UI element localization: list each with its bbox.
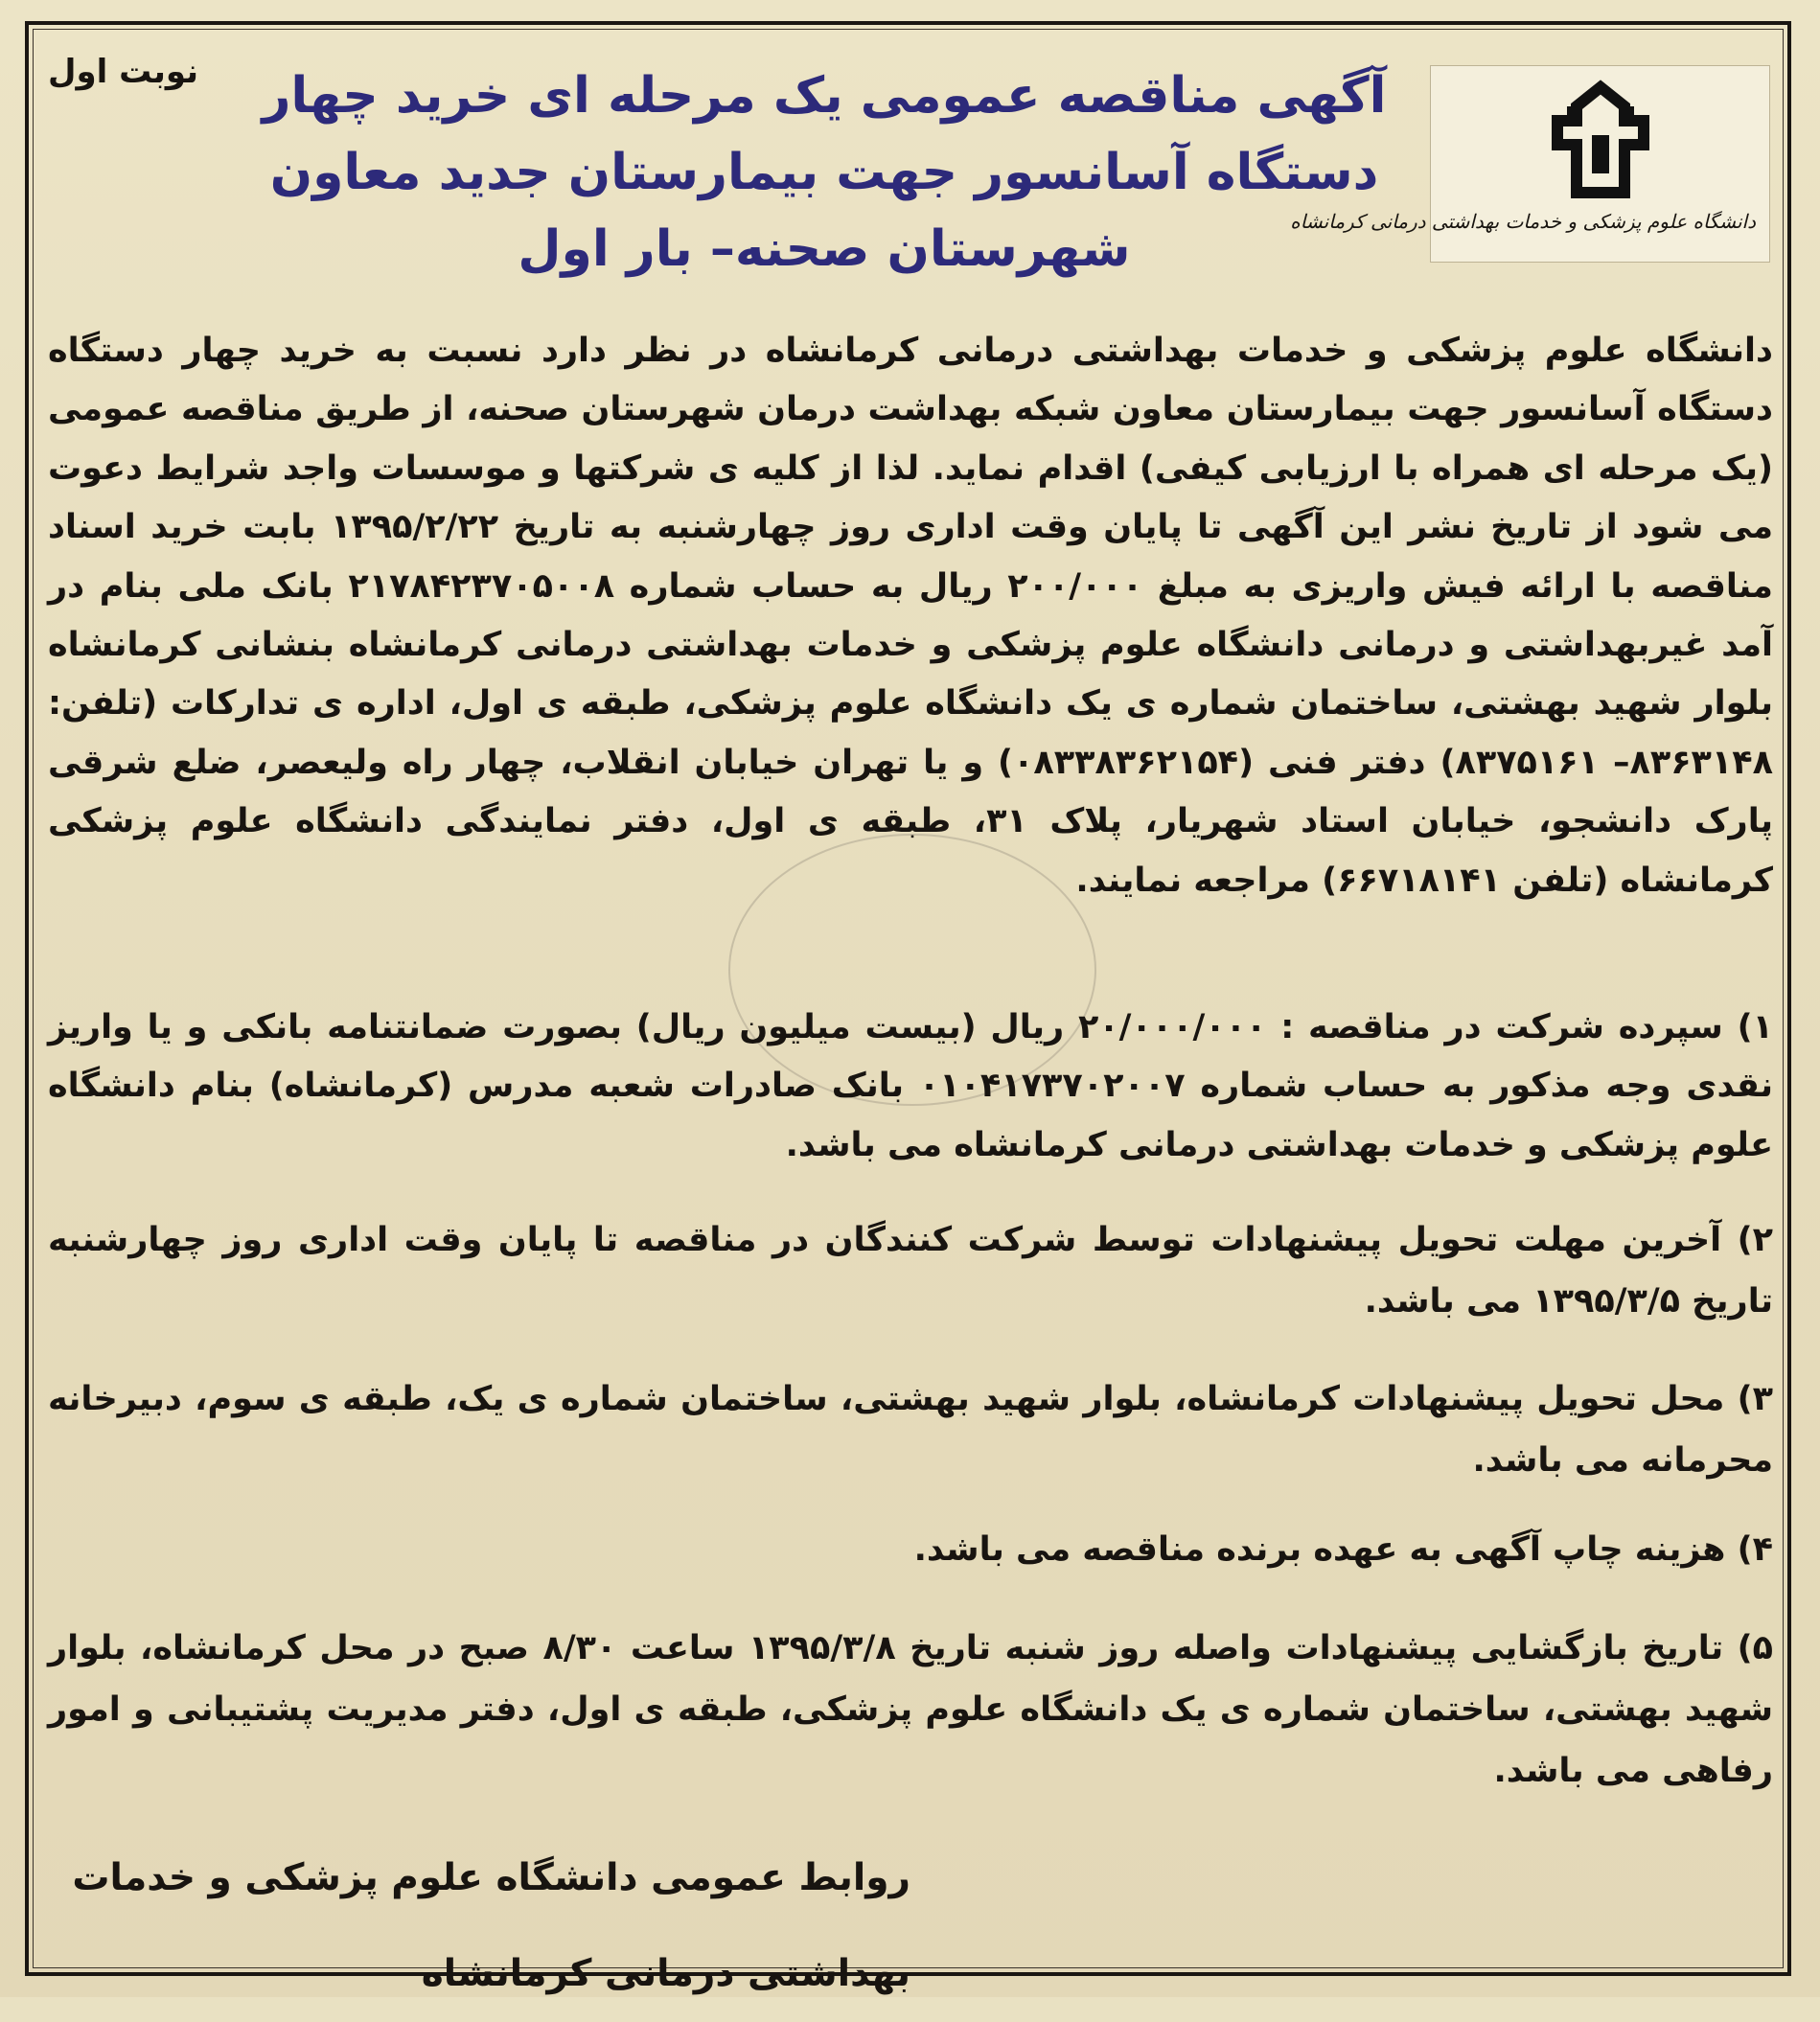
signature-line: روابط عمومی دانشگاه علوم پزشکی و خدمات [72,1856,910,1899]
signature-block [48,1830,910,2022]
clause-advertising-cost: ۴) هزینه چاپ آگهی به عهده برنده مناقصه می باشد. [913,1530,1773,1569]
intro-paragraph: دانشگاه علوم پزشکی و خدمات بهداشتی درمانی کرمانشاه در نظر دارد نسبت به خرید چهار دستگاه دستگاه آسانسور جهت بیمارستان معاون شبکه بهداشت درمان شهرستان صحنه، از طریق مناقصه عمومی (یک مرحله ای همراه با ارزیابی کیفی) اقدام نماید. لذا از کلیه ی شرکتها و موسسات واجد شرایط دعوت می شود از تاریخ نشر این آگهی تا پایان وقت اداری روز چهارشنبه به تاریخ ۱۳۹۵/۲/۲۲ بابت خرید اسناد مناقصه با ارائه فیش واریزی به مبلغ ۲۰۰/۰۰۰ ریال به حساب شماره ۲۱۷۸۴۲۳۷۰۵۰۰۸ بانک ملی بنام در آمد غیربهداشتی و درمانی دانشگاه علوم پزشکی و خدمات بهداشتی درمانی کرمانشاه بنشانی کرمانشاه بلوار شهید بهشتی، ساختمان شماره ی یک دانشگاه علوم پزشکی، طبقه ی اول، اداره ی تدارکات (تلفن: ۸۳۶۳۱۴۸– ۸۳۷۵۱۶۱) دفتر فنی (۰۸۳۳۸۳۶۲۱۵۴) و یا تهران خیابان انقلاب، چهار راه ولیعصر، ضلع شرقی پارک دانشجو، خیابان استاد شهریار، پلاک ۳۱، طبقه ی اول، دفتر نمایندگی دانشگاه علوم پزشکی کرمانشاه (تلفن ۶۶۷۱۸۱۴۱) مراجعه نمایند. [48,332,1774,900]
title-line: دستگاه آسانسور جهت بیمارستان جدید معاون [269,144,1379,201]
clause-deposit: ۱) سپرده شرکت در مناقصه : ۲۰/۰۰۰/۰۰۰ ریال (بیست میلیون ریال) بصورت ضمانتنامه بانکی و یا واریز نقدی وجه مذکور به حساب شماره ۰۱۰۴۱۷۳۷۰۲۰۰۷ بانک صادرات شعبه مدرس (کرمانشاه) بنام دانشگاه علوم پزشکی و خدمات بهداشتی درمانی کرمانشاه می باشد. [48,1008,1773,1164]
clause-deadline: ۲) آخرین مهلت تحویل پیشنهادات توسط شرکت کنندگان در مناقصه تا پایان وقت اداری روز چهارشنبه تاریخ ۱۳۹۵/۳/۵ می باشد. [48,1221,1773,1321]
clause-opening-date: ۵) تاریخ بازگشایی پیشنهادات واصله روز شنبه تاریخ ۱۳۹۵/۳/۸ ساعت ۸/۳۰ صبح در محل کرمانشاه، بلوار شهید بهشتی، ساختمان شماره ی یک دانشگاه علوم پزشکی، طبقه ی اول، دفتر مدیریت پشتیبانی و امور رفاهی می باشد. [48,1629,1773,1790]
signature-line: بهداشتی درمانی کرمانشاه [421,1952,910,1995]
round-label: نوبت اول [48,53,198,91]
clause-delivery-location: ۳) محل تحویل پیشنهادات کرمانشاه، بلوار شهید بهشتی، ساختمان شماره ی یک، طبقه ی سوم، دبیرخانه محرمانه می باشد. [48,1380,1773,1480]
title-line: شهرستان صحنه– بار اول [518,220,1131,278]
university-emblem-icon [1538,78,1663,202]
title-line: آگهی مناقصه عمومی یک مرحله ای خرید چهار [262,67,1387,125]
university-logo [1290,65,1770,263]
logo-caption: دانشگاه علوم پزشکی و خدمات بهداشتی درمانی کرمانشاه [1290,210,1756,233]
notice-title [240,57,1409,287]
